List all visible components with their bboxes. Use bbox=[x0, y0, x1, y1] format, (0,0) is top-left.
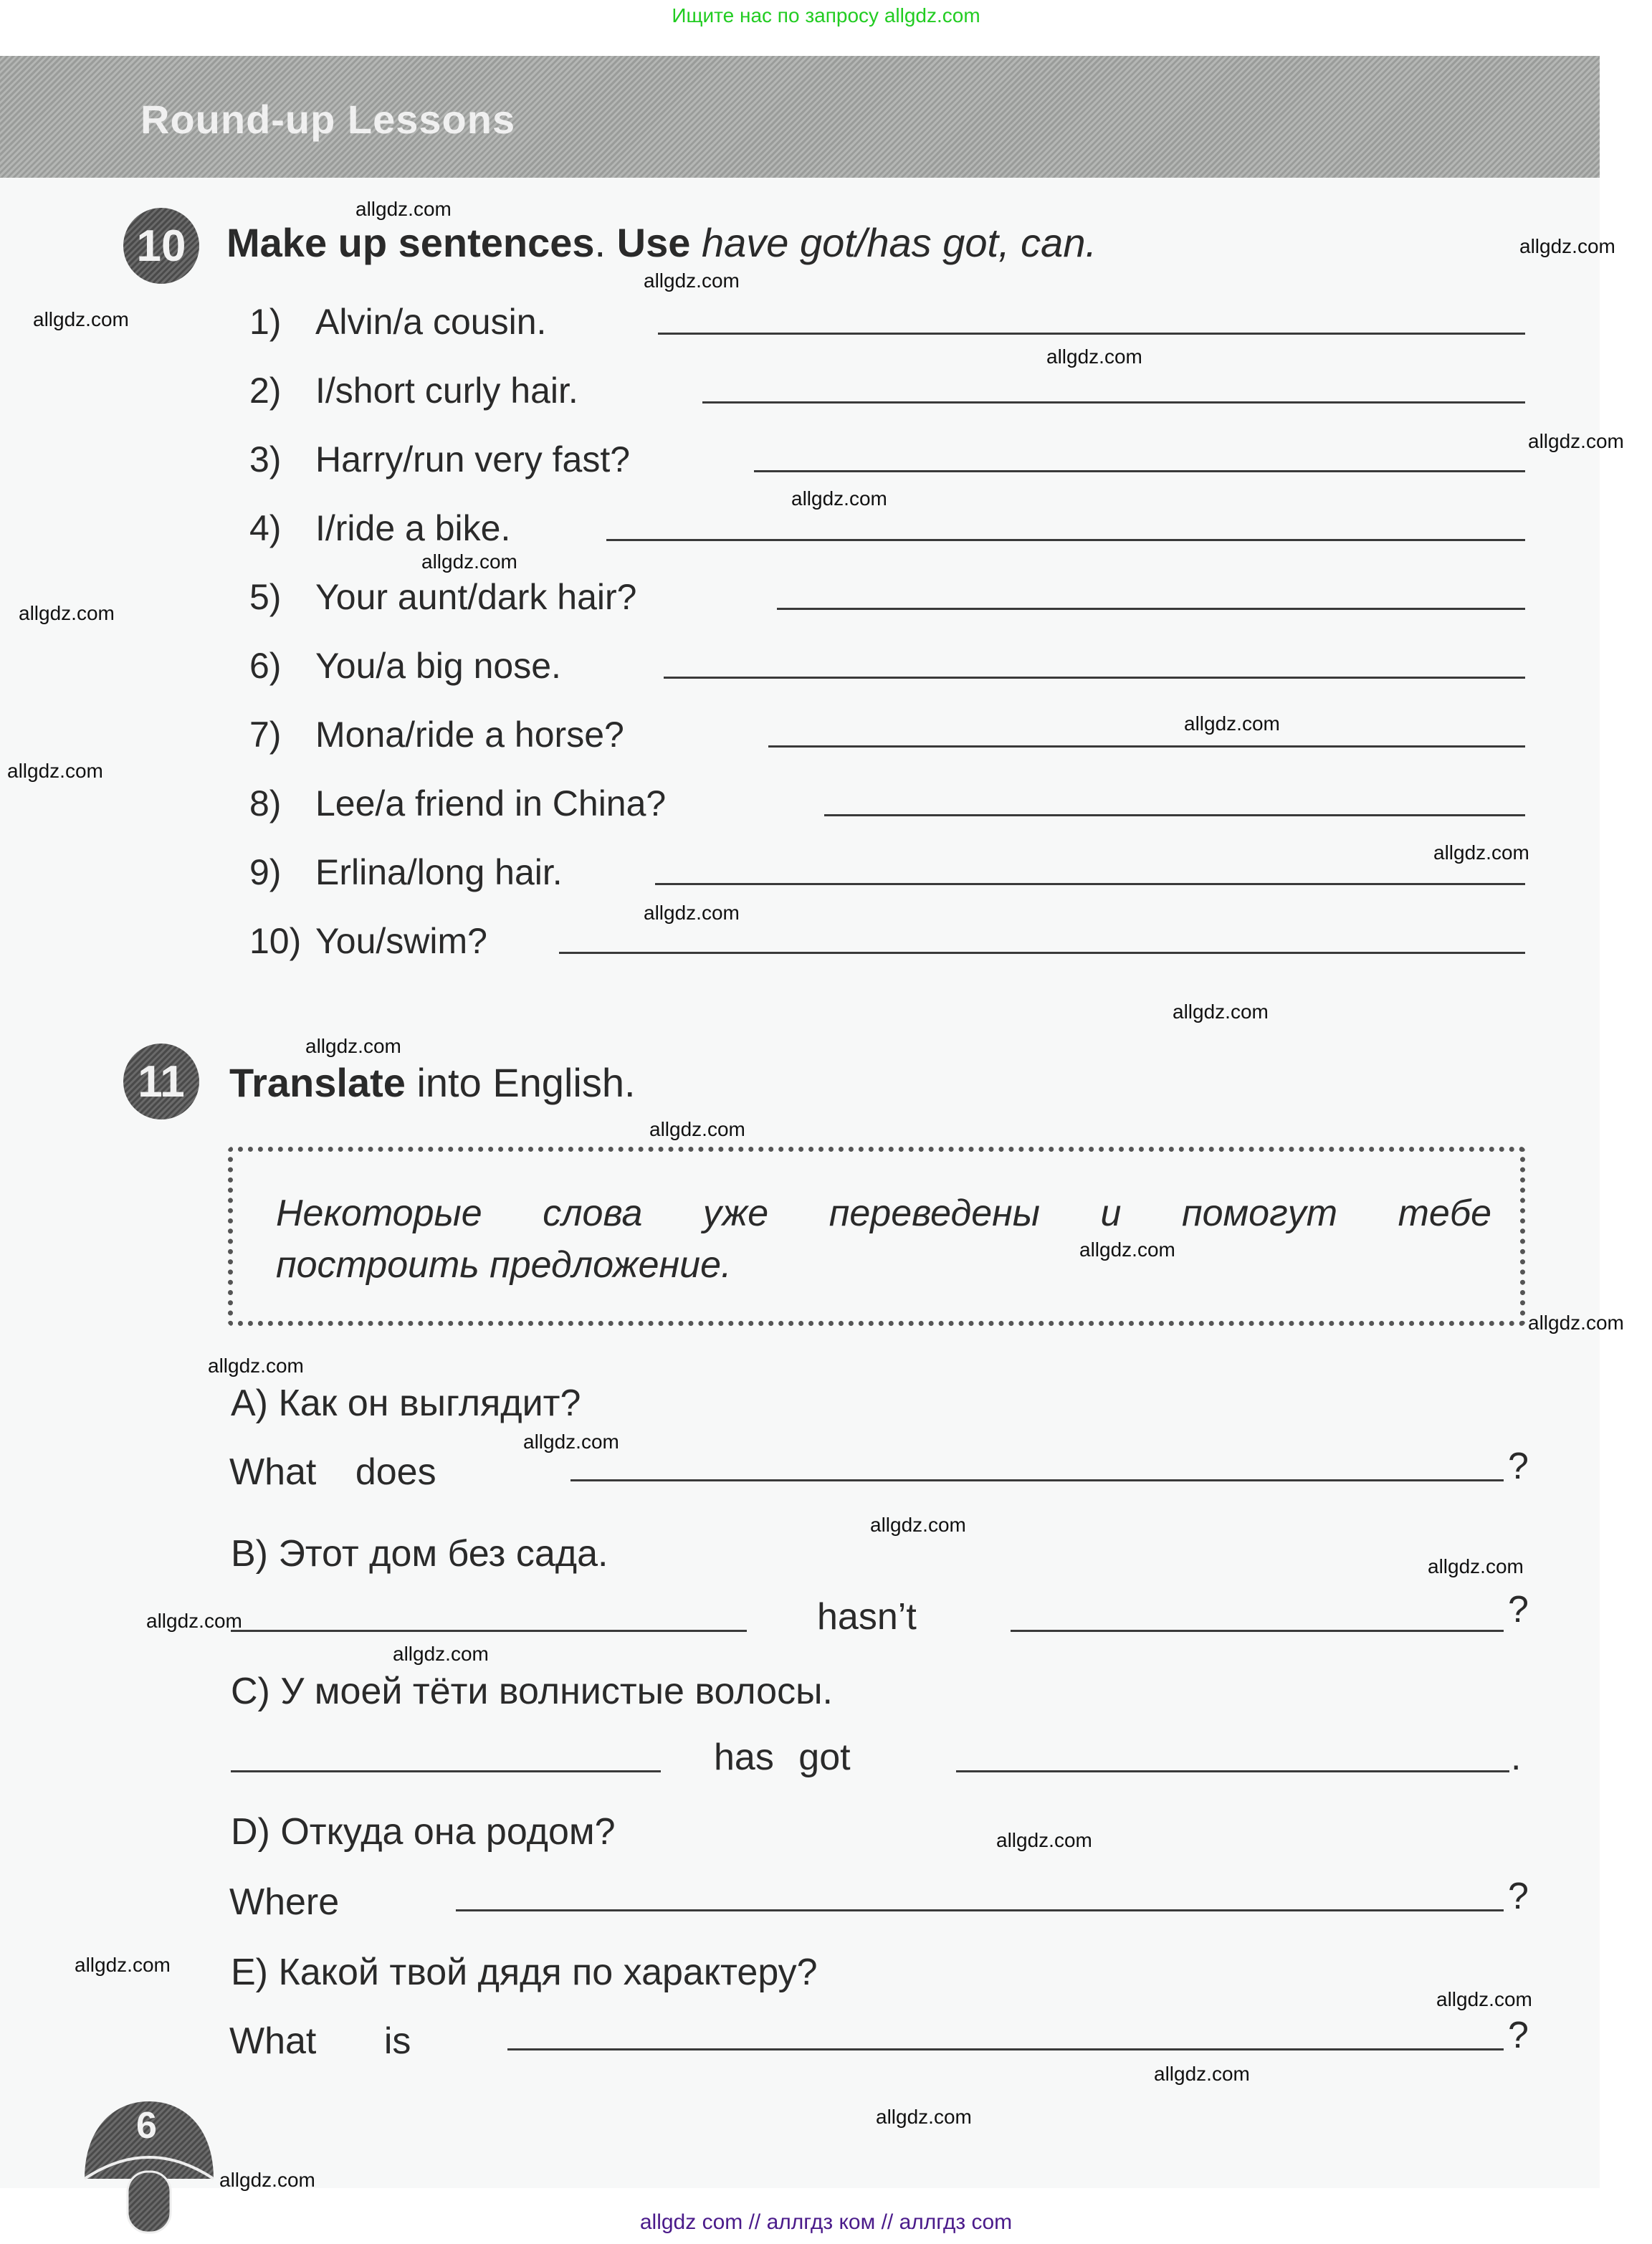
item-number: 6) bbox=[249, 646, 282, 686]
item-text: Your aunt/dark hair? bbox=[315, 577, 637, 617]
task-10-item bbox=[249, 783, 666, 824]
watermark: allgdz.com bbox=[1428, 1555, 1524, 1577]
answer-line[interactable] bbox=[768, 745, 1525, 748]
translate-prompt-d: D) Откуда она родом? bbox=[231, 1811, 616, 1853]
watermark: allgdz.com bbox=[523, 1431, 619, 1453]
answer-line[interactable] bbox=[655, 883, 1525, 885]
translate-start-d: Where bbox=[229, 1881, 340, 1923]
answer-line[interactable] bbox=[824, 814, 1525, 816]
answer-line-c-1[interactable] bbox=[231, 1770, 661, 1772]
task-10-item bbox=[249, 439, 630, 480]
item-text: You/swim? bbox=[315, 921, 487, 961]
watermark: allgdz.com bbox=[644, 269, 740, 292]
task-10-item bbox=[249, 576, 636, 618]
answer-line[interactable] bbox=[754, 470, 1525, 472]
answer-line[interactable] bbox=[664, 677, 1525, 679]
hint-text bbox=[276, 1188, 1491, 1291]
watermark: allgdz.com bbox=[421, 550, 517, 573]
footer-watermark: allgdz com // аллгдз ком // аллгдз com bbox=[639, 2210, 1013, 2234]
item-number: 4) bbox=[249, 508, 282, 548]
watermark: allgdz.com bbox=[996, 1829, 1092, 1851]
watermark: allgdz.com bbox=[644, 902, 740, 924]
answer-line-b-2[interactable] bbox=[1011, 1630, 1504, 1632]
watermark: allgdz.com bbox=[791, 487, 887, 510]
task-10-title bbox=[226, 219, 1097, 266]
item-text: Harry/run very fast? bbox=[315, 439, 631, 479]
task-10-item bbox=[249, 714, 624, 755]
answer-line[interactable] bbox=[559, 952, 1525, 954]
watermark: allgdz.com bbox=[1436, 1988, 1532, 2010]
watermark: allgdz.com bbox=[1079, 1238, 1175, 1261]
item-number: 5) bbox=[249, 577, 282, 617]
task-10-item bbox=[249, 301, 546, 343]
translate-prompt-b: B) Этот дом без сада. bbox=[231, 1533, 608, 1575]
item-number: 7) bbox=[249, 715, 282, 755]
task-11-title-rest: into English. bbox=[405, 1060, 636, 1105]
answer-line-d[interactable] bbox=[456, 1909, 1504, 1911]
watermark: allgdz.com bbox=[75, 1954, 171, 1976]
item-number: 3) bbox=[249, 439, 282, 479]
item-text: Erlina/long hair. bbox=[315, 852, 563, 892]
watermark: allgdz.com bbox=[33, 308, 129, 330]
workbook-page bbox=[0, 56, 1600, 2188]
item-number: 1) bbox=[249, 302, 282, 342]
answer-line-c-2[interactable] bbox=[956, 1770, 1509, 1772]
watermark: allgdz.com bbox=[1173, 1001, 1269, 1023]
answer-line[interactable] bbox=[702, 401, 1525, 404]
end-punct-d: ? bbox=[1508, 1876, 1529, 1917]
item-text: You/a big nose. bbox=[315, 646, 561, 686]
translate-prompt-c: C) У моей тёти волнистые волосы. bbox=[231, 1671, 833, 1712]
translate-prompt-a: A) Как он выглядит? bbox=[231, 1383, 581, 1424]
watermark: allgdz.com bbox=[219, 2169, 315, 2191]
item-number: 2) bbox=[249, 371, 282, 411]
watermark: allgdz.com bbox=[1519, 235, 1615, 257]
task-11-title bbox=[229, 1059, 636, 1106]
hint-line-2: построить предложение. bbox=[276, 1244, 732, 1286]
task-10-number-badge: 10 bbox=[123, 208, 199, 284]
watermark: allgdz.com bbox=[1528, 1312, 1624, 1334]
end-punct-e: ? bbox=[1508, 2015, 1529, 2056]
task-10-title-use: Use bbox=[616, 220, 702, 265]
watermark: allgdz.com bbox=[19, 602, 115, 624]
watermark: allgdz.com bbox=[305, 1035, 401, 1057]
task-10-title-sep: . bbox=[594, 220, 617, 265]
answer-line[interactable] bbox=[658, 333, 1525, 335]
task-10-item bbox=[249, 370, 578, 411]
header-title: Round-up Lessons bbox=[140, 97, 516, 142]
task-10-item bbox=[249, 851, 563, 893]
item-text: I/short curly hair. bbox=[315, 371, 578, 411]
item-text: I/ride a bike. bbox=[315, 508, 511, 548]
watermark: allgdz.com bbox=[649, 1118, 745, 1140]
watermark: allgdz.com bbox=[208, 1355, 304, 1377]
task-10-title-bold: Make up sentences bbox=[226, 220, 595, 265]
answer-line[interactable] bbox=[777, 608, 1525, 610]
task-11-title-bold: Translate bbox=[229, 1060, 406, 1105]
item-text: Lee/a friend in China? bbox=[315, 783, 667, 823]
page-number: 6 bbox=[136, 2105, 157, 2147]
translate-mid-c: has got bbox=[714, 1737, 851, 1778]
hint-box bbox=[228, 1147, 1525, 1326]
watermark: allgdz.com bbox=[393, 1643, 489, 1665]
item-number: 9) bbox=[249, 852, 282, 892]
end-punct-b: ? bbox=[1508, 1589, 1529, 1631]
translate-start-a: What does bbox=[229, 1451, 436, 1493]
watermark: allgdz.com bbox=[1528, 430, 1624, 452]
watermark: allgdz.com bbox=[1184, 712, 1280, 735]
watermark: allgdz.com bbox=[870, 1514, 966, 1536]
item-number: 8) bbox=[249, 783, 282, 823]
task-11-number-badge: 11 bbox=[123, 1044, 199, 1119]
translate-mid-b: hasn’t bbox=[817, 1596, 917, 1638]
task-10-title-italic: have got/has got, can. bbox=[701, 220, 1097, 265]
item-number: 10) bbox=[249, 921, 302, 961]
watermark: allgdz.com bbox=[355, 198, 452, 220]
top-banner: Ищите нас по запросу allgdz.com bbox=[672, 4, 980, 27]
end-punct-a: ? bbox=[1508, 1446, 1529, 1487]
answer-line[interactable] bbox=[606, 539, 1525, 541]
watermark: allgdz.com bbox=[876, 2106, 972, 2128]
task-10-item bbox=[249, 507, 510, 549]
translate-start-e: What is bbox=[229, 2020, 411, 2062]
task-10-item bbox=[249, 645, 561, 687]
item-text: Mona/ride a horse? bbox=[315, 715, 624, 755]
item-text: Alvin/a cousin. bbox=[315, 302, 547, 342]
watermark: allgdz.com bbox=[7, 760, 103, 782]
watermark: allgdz.com bbox=[1046, 345, 1142, 368]
end-punct-c: . bbox=[1511, 1737, 1522, 1778]
watermark: allgdz.com bbox=[1154, 2063, 1250, 2085]
watermark: allgdz.com bbox=[1433, 841, 1529, 864]
watermark: allgdz.com bbox=[146, 1610, 242, 1632]
answer-line-a[interactable] bbox=[570, 1479, 1504, 1481]
translate-prompt-e: E) Какой твой дядя по характеру? bbox=[231, 1952, 818, 1993]
answer-line-b-1[interactable] bbox=[231, 1630, 747, 1632]
header-band bbox=[0, 56, 1600, 178]
answer-line-e[interactable] bbox=[507, 2048, 1504, 2050]
hint-line-1: Некоторые слова уже переведены и помогут тебе bbox=[276, 1193, 1491, 1234]
task-10-item bbox=[249, 920, 487, 962]
